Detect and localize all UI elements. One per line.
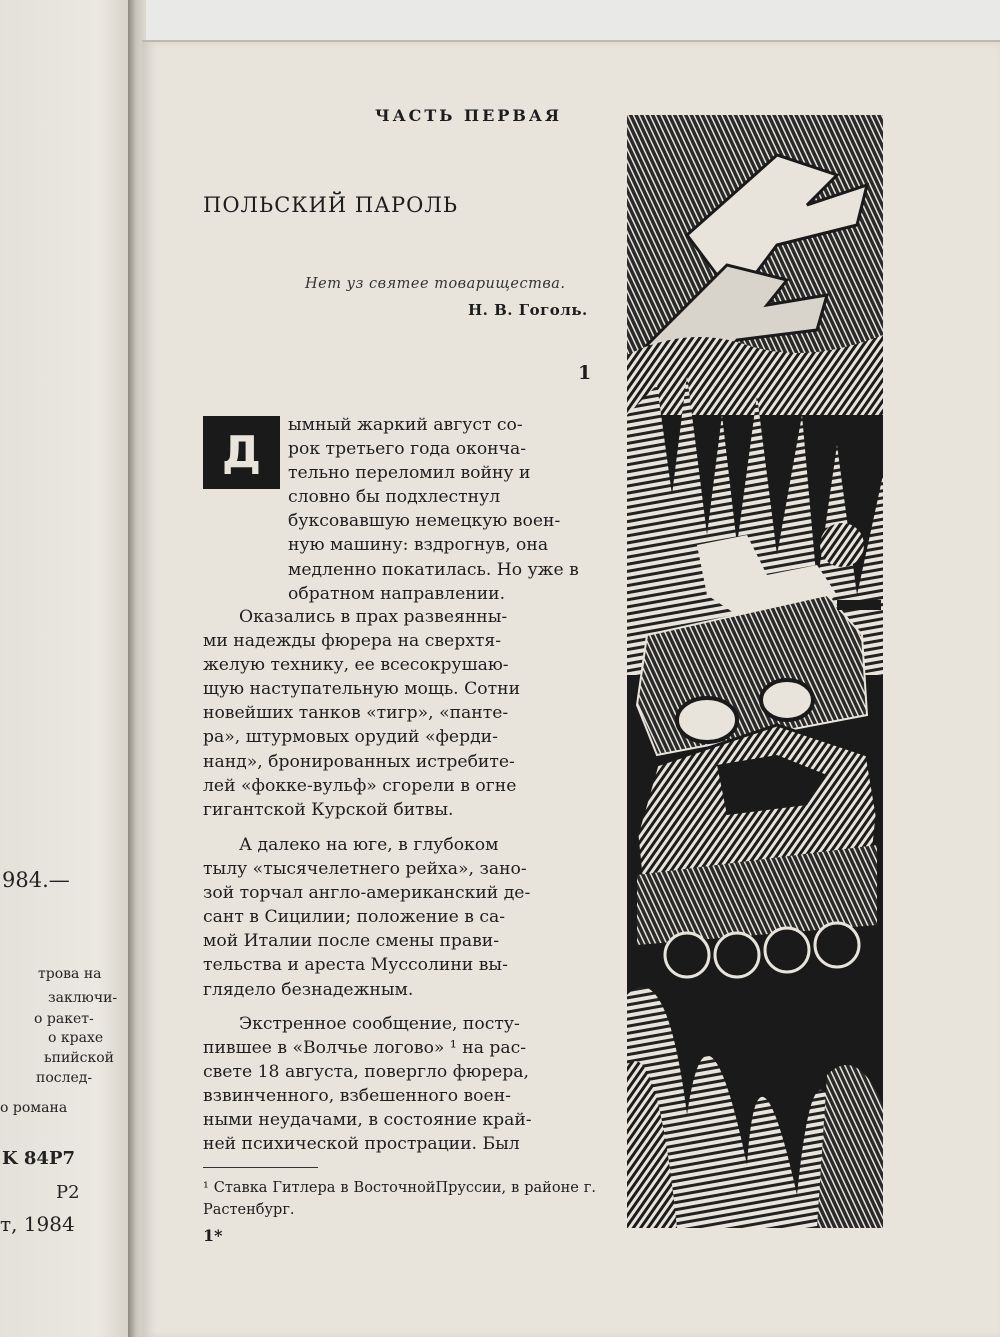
text-line: тельства и ареста Муссолини вы- [203,955,508,976]
text-line: Оказались в прах развеянны- [239,607,508,627]
text-line: сант в Сицилии; положение в са- [203,907,506,928]
paragraph-2 [203,605,596,822]
footnote-line: ¹ Ставка Гитлера в Восточной [203,1180,436,1196]
left-page-fragment: о крахе [48,1030,104,1046]
left-page-fragment: послед- [36,1070,93,1086]
text-line: лей «фокке-вульф» сгорели в огне [203,775,517,796]
drop-cap-letter: Д [221,426,262,478]
text-line: рок третьего года оконча- [288,439,527,460]
paragraph-3 [203,833,596,1002]
text-line: тельно переломил войну и [288,463,531,484]
left-page [0,0,140,1337]
text-line: мой Италии после смены прави- [203,931,500,952]
footnote-line: Пруссии, в районе г. Растенбург. [203,1180,597,1218]
text-line: обратном направлении. [288,583,506,604]
text-line: гигантской Курской битвы. [203,799,454,820]
text-line: тылу «тысячелетнего рейха», зано- [203,859,527,880]
text-line: глядело безнадежным. [203,979,414,1000]
signature-mark: 1* [203,1226,223,1245]
left-page-fragment: т, 1984 [0,1212,75,1236]
left-page-fragment: заключи- [48,990,118,1006]
text-line: нанд», бронированных истребите- [203,751,515,772]
text-line: щую наступательную мощь. Сотни [203,679,521,700]
drop-cap [203,416,280,489]
text-line: новейших танков «тигр», «панте- [203,703,509,724]
left-page-fragment: о ракет- [34,1011,94,1027]
text-line: ными неудачами, в состояние край- [203,1110,532,1131]
footnote-rule [203,1167,318,1168]
footnote [203,1177,596,1221]
woodcut-war-illustration-icon [627,115,883,1228]
left-page-fragment: 984.— [2,868,70,892]
text-line: желую технику, ее всесокрушаю- [203,655,509,676]
section-number: 1 [578,362,592,384]
text-line: пившее в «Волчье логово» ¹ на рас- [203,1038,527,1059]
left-page-fragment: K 84P7 [2,1148,76,1169]
text-line: А далеко на юге, в глубоком [239,835,499,855]
text-line: ми надежды фюрера на сверхтя- [203,631,502,652]
paragraph-1 [288,413,596,606]
left-page-fragment: о романа [0,1100,68,1116]
paragraph-4 [203,1012,596,1157]
chapter-title: ПОЛЬСКИЙ ПАРОЛЬ [203,193,459,217]
text-line: ней психической прострации. Был [203,1134,520,1155]
text-line: Экстренное сообщение, посту- [239,1014,520,1034]
text-line: зой торчал англо-американский де- [203,883,531,904]
text-line: свете 18 августа, повергло фюрера, [203,1062,529,1083]
left-page-fragment: ьпийской [44,1050,114,1066]
text-line: ра», штурмовых орудий «ферди- [203,727,498,748]
epigraph-author: Н. В. Гоголь. [468,301,588,319]
text-line: буксовавшую немецкую воен- [288,511,561,532]
part-label: ЧАСТЬ ПЕРВАЯ [375,106,563,125]
epigraph: Нет уз святее товарищества. [305,276,566,292]
text-line: ымный жаркий август со- [288,415,523,435]
text-line: медленно покатилась. Но уже в [288,559,579,580]
text-line: взвинченного, взбешенного воен- [203,1086,511,1107]
text-line: словно бы подхлестнул [288,487,501,508]
left-page-fragment: трова на [38,966,102,982]
page-edge [142,40,1000,42]
text-line: ную машину: вздрогнув, она [288,535,549,556]
left-page-fragment: P2 [56,1182,80,1203]
